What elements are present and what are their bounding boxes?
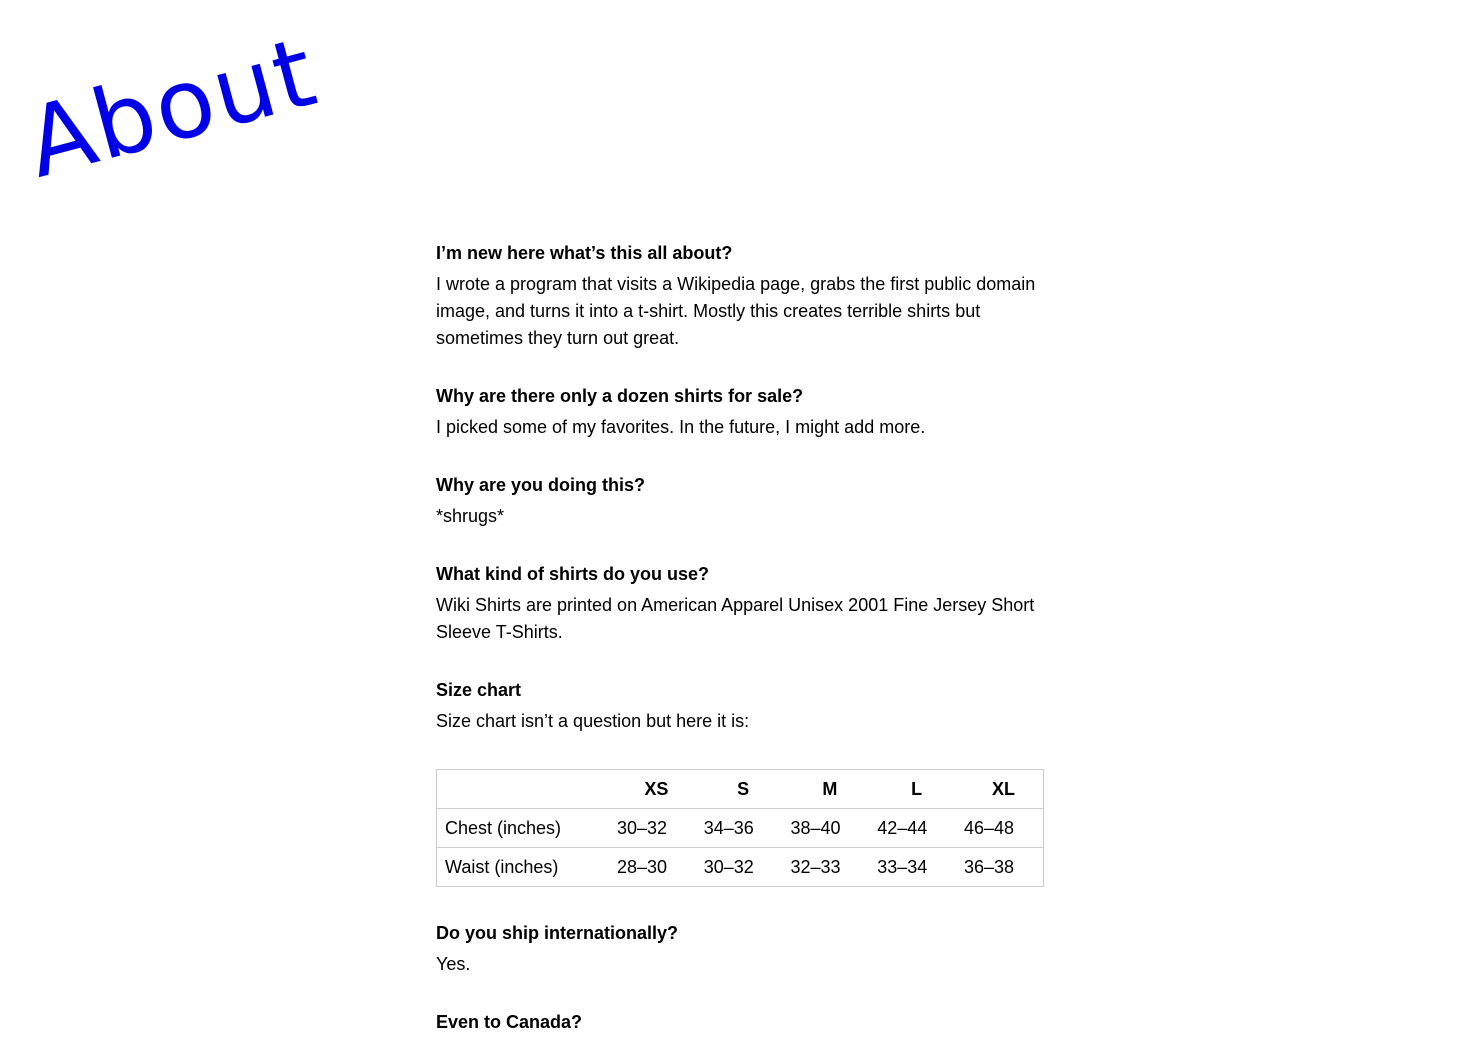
faq-content bbox=[436, 241, 1046, 1037]
size-chart-table bbox=[436, 769, 1044, 887]
size-chart-cell: 34–36 bbox=[696, 809, 783, 848]
faq-item-size-chart bbox=[436, 678, 1046, 735]
faq-answer: I wrote a program that visits a Wikipedia page, grabs the first public domain image, and turns it into a t-shirt. Mostly this creates terrible shirts but sometimes they turn out great. bbox=[436, 274, 1036, 348]
faq-item-international bbox=[436, 921, 1046, 978]
size-chart-header-s: S bbox=[737, 778, 750, 799]
size-chart-cell: 30–32 bbox=[696, 848, 783, 887]
size-chart-header-row bbox=[437, 770, 1044, 809]
faq-question: Do you ship internationally? bbox=[436, 923, 679, 943]
faq-answer: Size chart isn’t a question but here it is: bbox=[436, 711, 750, 731]
faq-answer: Wiki Shirts are printed on American Apparel Unisex 2001 Fine Jersey Short Sleeve T-Shirts. bbox=[436, 595, 1035, 642]
faq-item-canada bbox=[436, 1010, 1046, 1034]
size-chart-cell: 46–48 bbox=[956, 809, 1044, 848]
size-chart-row-waist bbox=[437, 848, 1044, 887]
faq-item-dozen-shirts bbox=[436, 384, 1046, 441]
faq-answer: Yes. bbox=[436, 954, 471, 974]
size-chart-row-label: Chest (inches) bbox=[437, 809, 610, 848]
size-chart-cell: 28–30 bbox=[609, 848, 696, 887]
faq-question: Even to Canada? bbox=[436, 1012, 583, 1032]
size-chart-row-chest bbox=[437, 809, 1044, 848]
size-chart-header-m: M bbox=[822, 778, 838, 799]
size-chart-cell: 32–33 bbox=[783, 848, 870, 887]
size-chart-cell: 42–44 bbox=[869, 809, 956, 848]
faq-item-new-here bbox=[436, 241, 1046, 352]
size-chart-header-xl: XL bbox=[991, 778, 1015, 799]
faq-question: Why are you doing this? bbox=[436, 475, 646, 495]
faq-question: Size chart bbox=[436, 680, 522, 700]
size-chart-cell: 30–32 bbox=[609, 809, 696, 848]
size-chart-cell: 36–38 bbox=[956, 848, 1044, 887]
size-chart-cell: 38–40 bbox=[783, 809, 870, 848]
size-chart-cell: 33–34 bbox=[869, 848, 956, 887]
size-chart-header-xs: XS bbox=[644, 778, 669, 799]
faq-item-shirt-kind bbox=[436, 562, 1046, 646]
size-chart-row-label: Waist (inches) bbox=[437, 848, 610, 887]
faq-question: I’m new here what’s this all about? bbox=[436, 243, 733, 263]
faq-question: Why are there only a dozen shirts for sale? bbox=[436, 386, 804, 406]
faq-answer: I picked some of my favorites. In the future, I might add more. bbox=[436, 417, 926, 437]
faq-answer: *shrugs* bbox=[436, 506, 505, 526]
faq-item-why bbox=[436, 473, 1046, 530]
size-chart-header-l: L bbox=[911, 778, 923, 799]
size-chart-header-empty bbox=[437, 770, 610, 809]
about-logo: About bbox=[15, 15, 328, 200]
faq-question: What kind of shirts do you use? bbox=[436, 564, 710, 584]
